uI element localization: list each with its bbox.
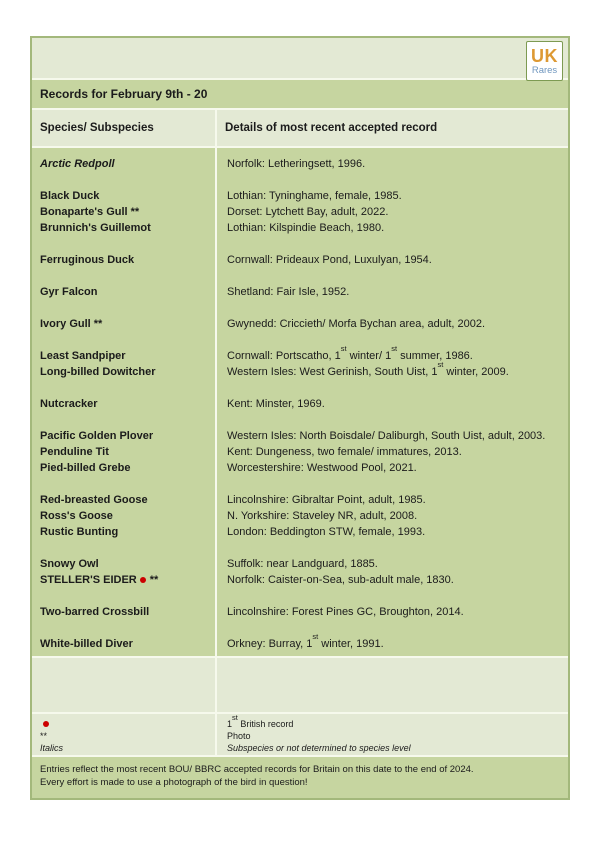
legend-meaning: Subspecies or not determined to species level — [227, 743, 411, 753]
species-cell: Penduline Tit — [40, 446, 109, 458]
footer-note-line2: Every effort is made to use a photograph of the bird in question! — [40, 777, 308, 788]
blank-line — [32, 268, 568, 284]
species-cell: Ivory Gull ** — [40, 318, 103, 330]
blank-line — [32, 620, 568, 636]
record-line — [32, 252, 568, 268]
species-cell: Two-barred Crossbill — [40, 606, 150, 618]
empty-spacer-row — [32, 658, 568, 712]
legend-symbol: Italics — [40, 743, 64, 753]
detail-cell: Cornwall: Portscatho, 1st winter/ 1st summer, 1986. — [227, 344, 473, 362]
species-cell: Arctic Redpoll — [40, 158, 115, 170]
blank-line — [32, 172, 568, 188]
blank-line — [32, 588, 568, 604]
species-column-header — [32, 110, 215, 146]
detail-cell: Dorset: Lytchett Bay, adult, 2022. — [227, 206, 389, 218]
column-separator — [215, 658, 217, 712]
species-cell: STELLER'S EIDER ** — [40, 574, 159, 586]
record-line — [32, 220, 568, 236]
record-line — [32, 204, 568, 220]
record-line — [32, 360, 568, 380]
record-line — [32, 156, 568, 172]
species-cell: Nutcracker — [40, 398, 98, 410]
species-cell: Long-billed Dowitcher — [40, 366, 156, 378]
blank-line — [32, 540, 568, 556]
species-cell: Brunnich's Guillemot — [40, 222, 151, 234]
species-cell: Red-breasted Goose — [40, 494, 148, 506]
legend-meaning: 1st British record — [227, 713, 294, 729]
records-title-row — [32, 80, 568, 108]
record-line — [32, 460, 568, 476]
record-line — [32, 524, 568, 540]
photo-marker: ** — [149, 574, 159, 586]
blank-line — [32, 332, 568, 348]
record-line — [32, 444, 568, 460]
detail-cell: Cornwall: Prideaux Pond, Luxulyan, 1954. — [227, 254, 432, 266]
species-cell: Pied-billed Grebe — [40, 462, 131, 474]
species-cell: White-billed Diver — [40, 638, 133, 650]
details-column-header-label: Details of most recent accepted record — [225, 122, 438, 134]
record-line — [32, 396, 568, 412]
record-line — [32, 316, 568, 332]
species-column-header-label: Species/ Subspecies — [40, 122, 154, 134]
detail-cell: Shetland: Fair Isle, 1952. — [227, 286, 350, 298]
column-header-row — [32, 110, 568, 146]
species-cell: Ferruginous Duck — [40, 254, 135, 266]
legend-meaning: Photo — [227, 731, 251, 741]
column-separator — [215, 148, 217, 656]
legend-line — [32, 713, 568, 730]
records-title: Records for February 9th - 20 — [40, 87, 208, 101]
record-line — [32, 556, 568, 572]
blank-line — [32, 476, 568, 492]
detail-cell: Lincolnshire: Forest Pines GC, Broughton, 2014. — [227, 606, 464, 618]
species-cell: Pacific Golden Plover — [40, 430, 154, 442]
records-body — [32, 148, 568, 656]
photo-marker: ** — [93, 318, 103, 330]
detail-cell: Worcestershire: Westwood Pool, 2021. — [227, 462, 417, 474]
record-line — [32, 188, 568, 204]
record-line — [32, 508, 568, 524]
column-separator — [215, 714, 217, 755]
logo-rares-text: Rares — [531, 64, 558, 76]
species-cell: Gyr Falcon — [40, 286, 98, 298]
detail-cell: Kent: Dungeness, two female/ immatures, 2013. — [227, 446, 462, 458]
footer-notes — [32, 757, 568, 798]
detail-cell: Lothian: Tyninghame, female, 1985. — [227, 190, 402, 202]
photo-marker: ** — [130, 206, 140, 218]
footer-note-line1: Entries reflect the most recent BOU/ BBRC accepted records for Britain on this date to the end of 2024. — [40, 764, 474, 775]
top-band — [32, 38, 568, 78]
blank-line — [32, 380, 568, 396]
records-sheet — [30, 36, 570, 800]
first-record-dot-icon — [43, 721, 49, 727]
blank-line — [32, 412, 568, 428]
detail-cell: Lothian: Kilspindie Beach, 1980. — [227, 222, 385, 234]
detail-cell: Western Isles: West Gerinish, South Uist, 1st winter, 2009. — [227, 360, 509, 378]
detail-cell: Suffolk: near Landguard, 1885. — [227, 558, 378, 570]
legend-symbol — [32, 718, 217, 730]
species-cell: Black Duck — [40, 190, 100, 202]
details-column-header — [217, 110, 568, 146]
detail-cell: Gwynedd: Criccieth/ Morfa Bychan area, adult, 2002. — [227, 318, 486, 330]
logo-uk-text: UK — [531, 45, 558, 66]
detail-cell: Norfolk: Letheringsett, 1996. — [227, 158, 366, 170]
legend-symbol: ** — [40, 731, 48, 741]
first-record-dot-icon — [140, 577, 146, 583]
species-cell: Snowy Owl — [40, 558, 99, 570]
species-cell: Bonaparte's Gull ** — [40, 206, 140, 218]
detail-cell: Kent: Minster, 1969. — [227, 398, 325, 410]
detail-cell: Lincolnshire: Gibraltar Point, adult, 1985. — [227, 494, 426, 506]
detail-cell: Orkney: Burray, 1st winter, 1991. — [227, 632, 384, 650]
record-line — [32, 284, 568, 300]
detail-cell: London: Beddington STW, female, 1993. — [227, 526, 426, 538]
legend-row — [32, 714, 568, 755]
record-line — [32, 572, 568, 588]
species-cell: Least Sandpiper — [40, 350, 126, 362]
record-line — [32, 604, 568, 620]
ukrares-logo — [526, 41, 563, 81]
record-line — [32, 344, 568, 364]
record-line — [32, 632, 568, 652]
blank-line — [32, 300, 568, 316]
legend-line — [32, 742, 568, 754]
legend-line — [32, 730, 568, 742]
blank-line — [32, 236, 568, 252]
record-line — [32, 428, 568, 444]
species-cell: Ross's Goose — [40, 510, 113, 522]
detail-cell: N. Yorkshire: Staveley NR, adult, 2008. — [227, 510, 418, 522]
species-cell: Rustic Bunting — [40, 526, 119, 538]
detail-cell: Western Isles: North Boisdale/ Daliburgh, South Uist, adult, 2003. — [227, 430, 546, 442]
detail-cell: Norfolk: Caister-on-Sea, sub-adult male, 1830. — [227, 574, 454, 586]
record-line — [32, 492, 568, 508]
